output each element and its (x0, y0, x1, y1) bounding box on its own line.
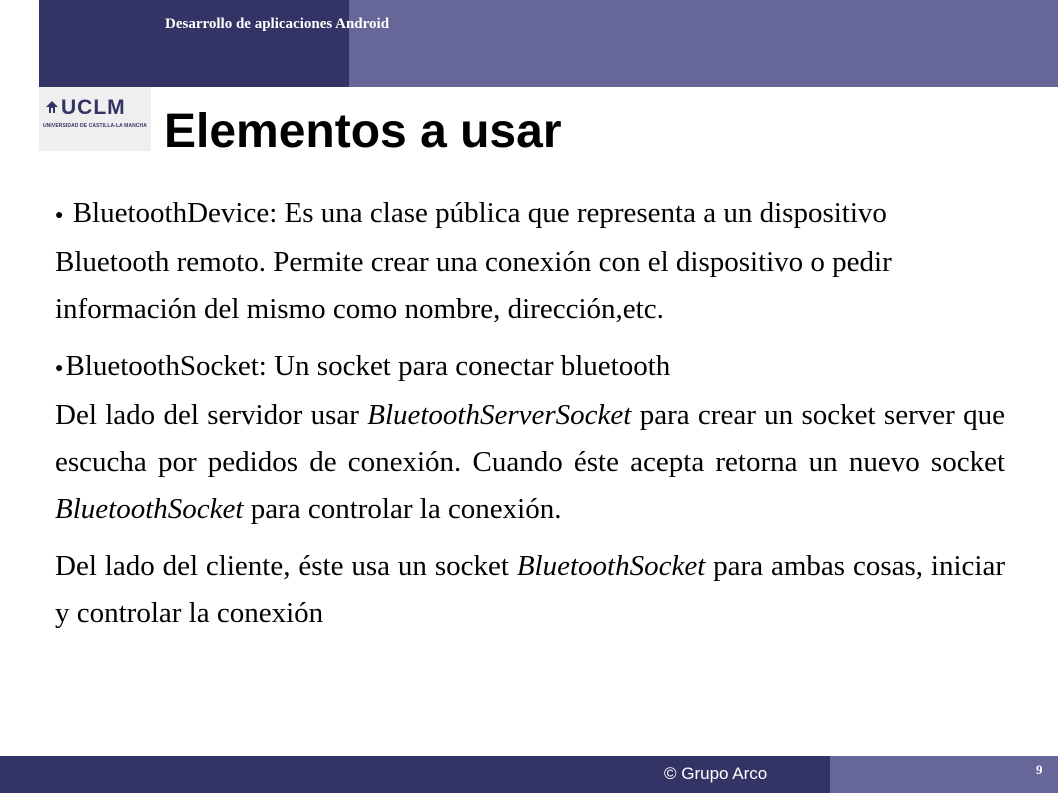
header-band-dark (39, 0, 349, 87)
uclm-emblem-icon (45, 100, 59, 114)
client-paragraph: Del lado del cliente, éste usa un socket BluetoothSocket para ambas cosas, iniciar y controlar la conexión (55, 549, 1005, 629)
bullet-bluetooth-socket (55, 343, 1005, 392)
bullet-text: BluetoothSocket: Un socket para conectar bluetooth (65, 349, 671, 382)
page-number: 9 (1036, 762, 1043, 777)
bullet-text: BluetoothDevice: Es una clase pública que representa a un dispositivo Bluetooth remoto. Permite crear una conexión con el dispositivo o pedir información del mismo como nombre, dirección,etc. (55, 197, 892, 325)
uclm-logo (39, 87, 151, 151)
bullet-bluetooth-device (55, 190, 1005, 333)
class-name: BluetoothServerSocket (367, 398, 632, 431)
bullet-icon: ● (55, 207, 64, 223)
slide-body (55, 190, 1005, 637)
class-name: BluetoothSocket (55, 492, 244, 525)
bullet-icon: ● (55, 360, 64, 376)
footer-band-light (830, 756, 1058, 793)
slide-title: Elementos a usar (164, 105, 562, 158)
logo-text: UCLM (61, 96, 126, 119)
logo-subtitle: UNIVERSIDAD DE CASTILLA-LA MANCHA (43, 123, 147, 129)
header-band-light (349, 0, 1058, 87)
copyright-text: © Grupo Arco (664, 764, 768, 783)
course-title: Desarrollo de aplicaciones Android (165, 16, 390, 32)
server-paragraph: Del lado del servidor usar BluetoothServerSocket para crear un socket server que escucha por pedidos de conexión. Cuando éste acepta retorna un nuevo socket BluetoothSocket para controlar la conexión. (55, 398, 1005, 525)
class-name: BluetoothSocket (516, 549, 706, 582)
